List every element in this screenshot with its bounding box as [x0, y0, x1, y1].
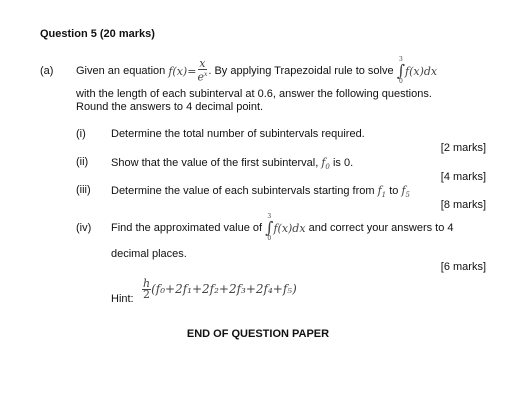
end-of-paper: END OF QUESTION PAPER [186, 328, 330, 340]
hint-expression: (f₀+2f₁+2f₂+2f₃+2f₄+f₅) [151, 282, 297, 296]
intro-line [76, 58, 437, 84]
item-ii-marks: [4 marks] [440, 171, 486, 183]
question-title: Question 5 (20 marks) [40, 28, 155, 40]
intro-line-3: Round the answers to 4 decimal point. [76, 101, 264, 113]
item-iv-marks: [6 marks] [440, 261, 486, 273]
intro-text-2: . By applying Trapezoidal rule to solve [208, 65, 394, 77]
hint-fraction: $\frac{h}{2}$ [143, 276, 151, 301]
item-iii-marks: [8 marks] [440, 199, 486, 211]
f5-symbol: $f_5$ [401, 184, 410, 200]
item-iv-number: (iv) [76, 222, 92, 234]
f0-symbol: $f_0$ [321, 156, 330, 172]
f1-symbol: $f_1$ [377, 184, 387, 200]
integral-symbol-iv: 3 ∫ 0 [265, 213, 274, 242]
f-lhs: f(x)= [168, 64, 197, 78]
fraction-denominator: $e^x$ [197, 70, 208, 84]
intro-line-2: with the length of each subinterval at 0.6, answer the following questions. [76, 88, 432, 100]
part-label: (a) [40, 65, 54, 77]
integrand: f(x)dx [405, 64, 438, 78]
fraction-numerator: x [199, 57, 206, 71]
equation-fraction [196, 59, 208, 83]
integral-symbol: 3 ∫ 0 [396, 56, 406, 85]
item-ii-number: (ii) [76, 156, 89, 168]
item-iv-text: Find the approximated value of 3 ∫ 0 f(x)dx and correct your answers to 4 [111, 213, 454, 242]
item-i-marks: [2 marks] [440, 142, 486, 154]
item-iii-text: Determine the value of each subintervals starting from $f_1$ to $f_5$ [111, 184, 410, 200]
item-i-number: (i) [76, 128, 86, 140]
item-ii-text: Show that the value of the first subinterval, $f_0$ is 0. [111, 156, 354, 172]
integrand-iv: f(x)dx [273, 221, 306, 235]
hint-label: Hint: [111, 293, 134, 305]
item-i-text: Determine the total number of subintervals required. [111, 128, 365, 140]
item-iii-number: (iii) [76, 184, 91, 196]
item-iv-line-2: decimal places. [111, 248, 187, 260]
hint-formula [142, 276, 297, 302]
intro-text-1: Given an equation [76, 65, 166, 77]
